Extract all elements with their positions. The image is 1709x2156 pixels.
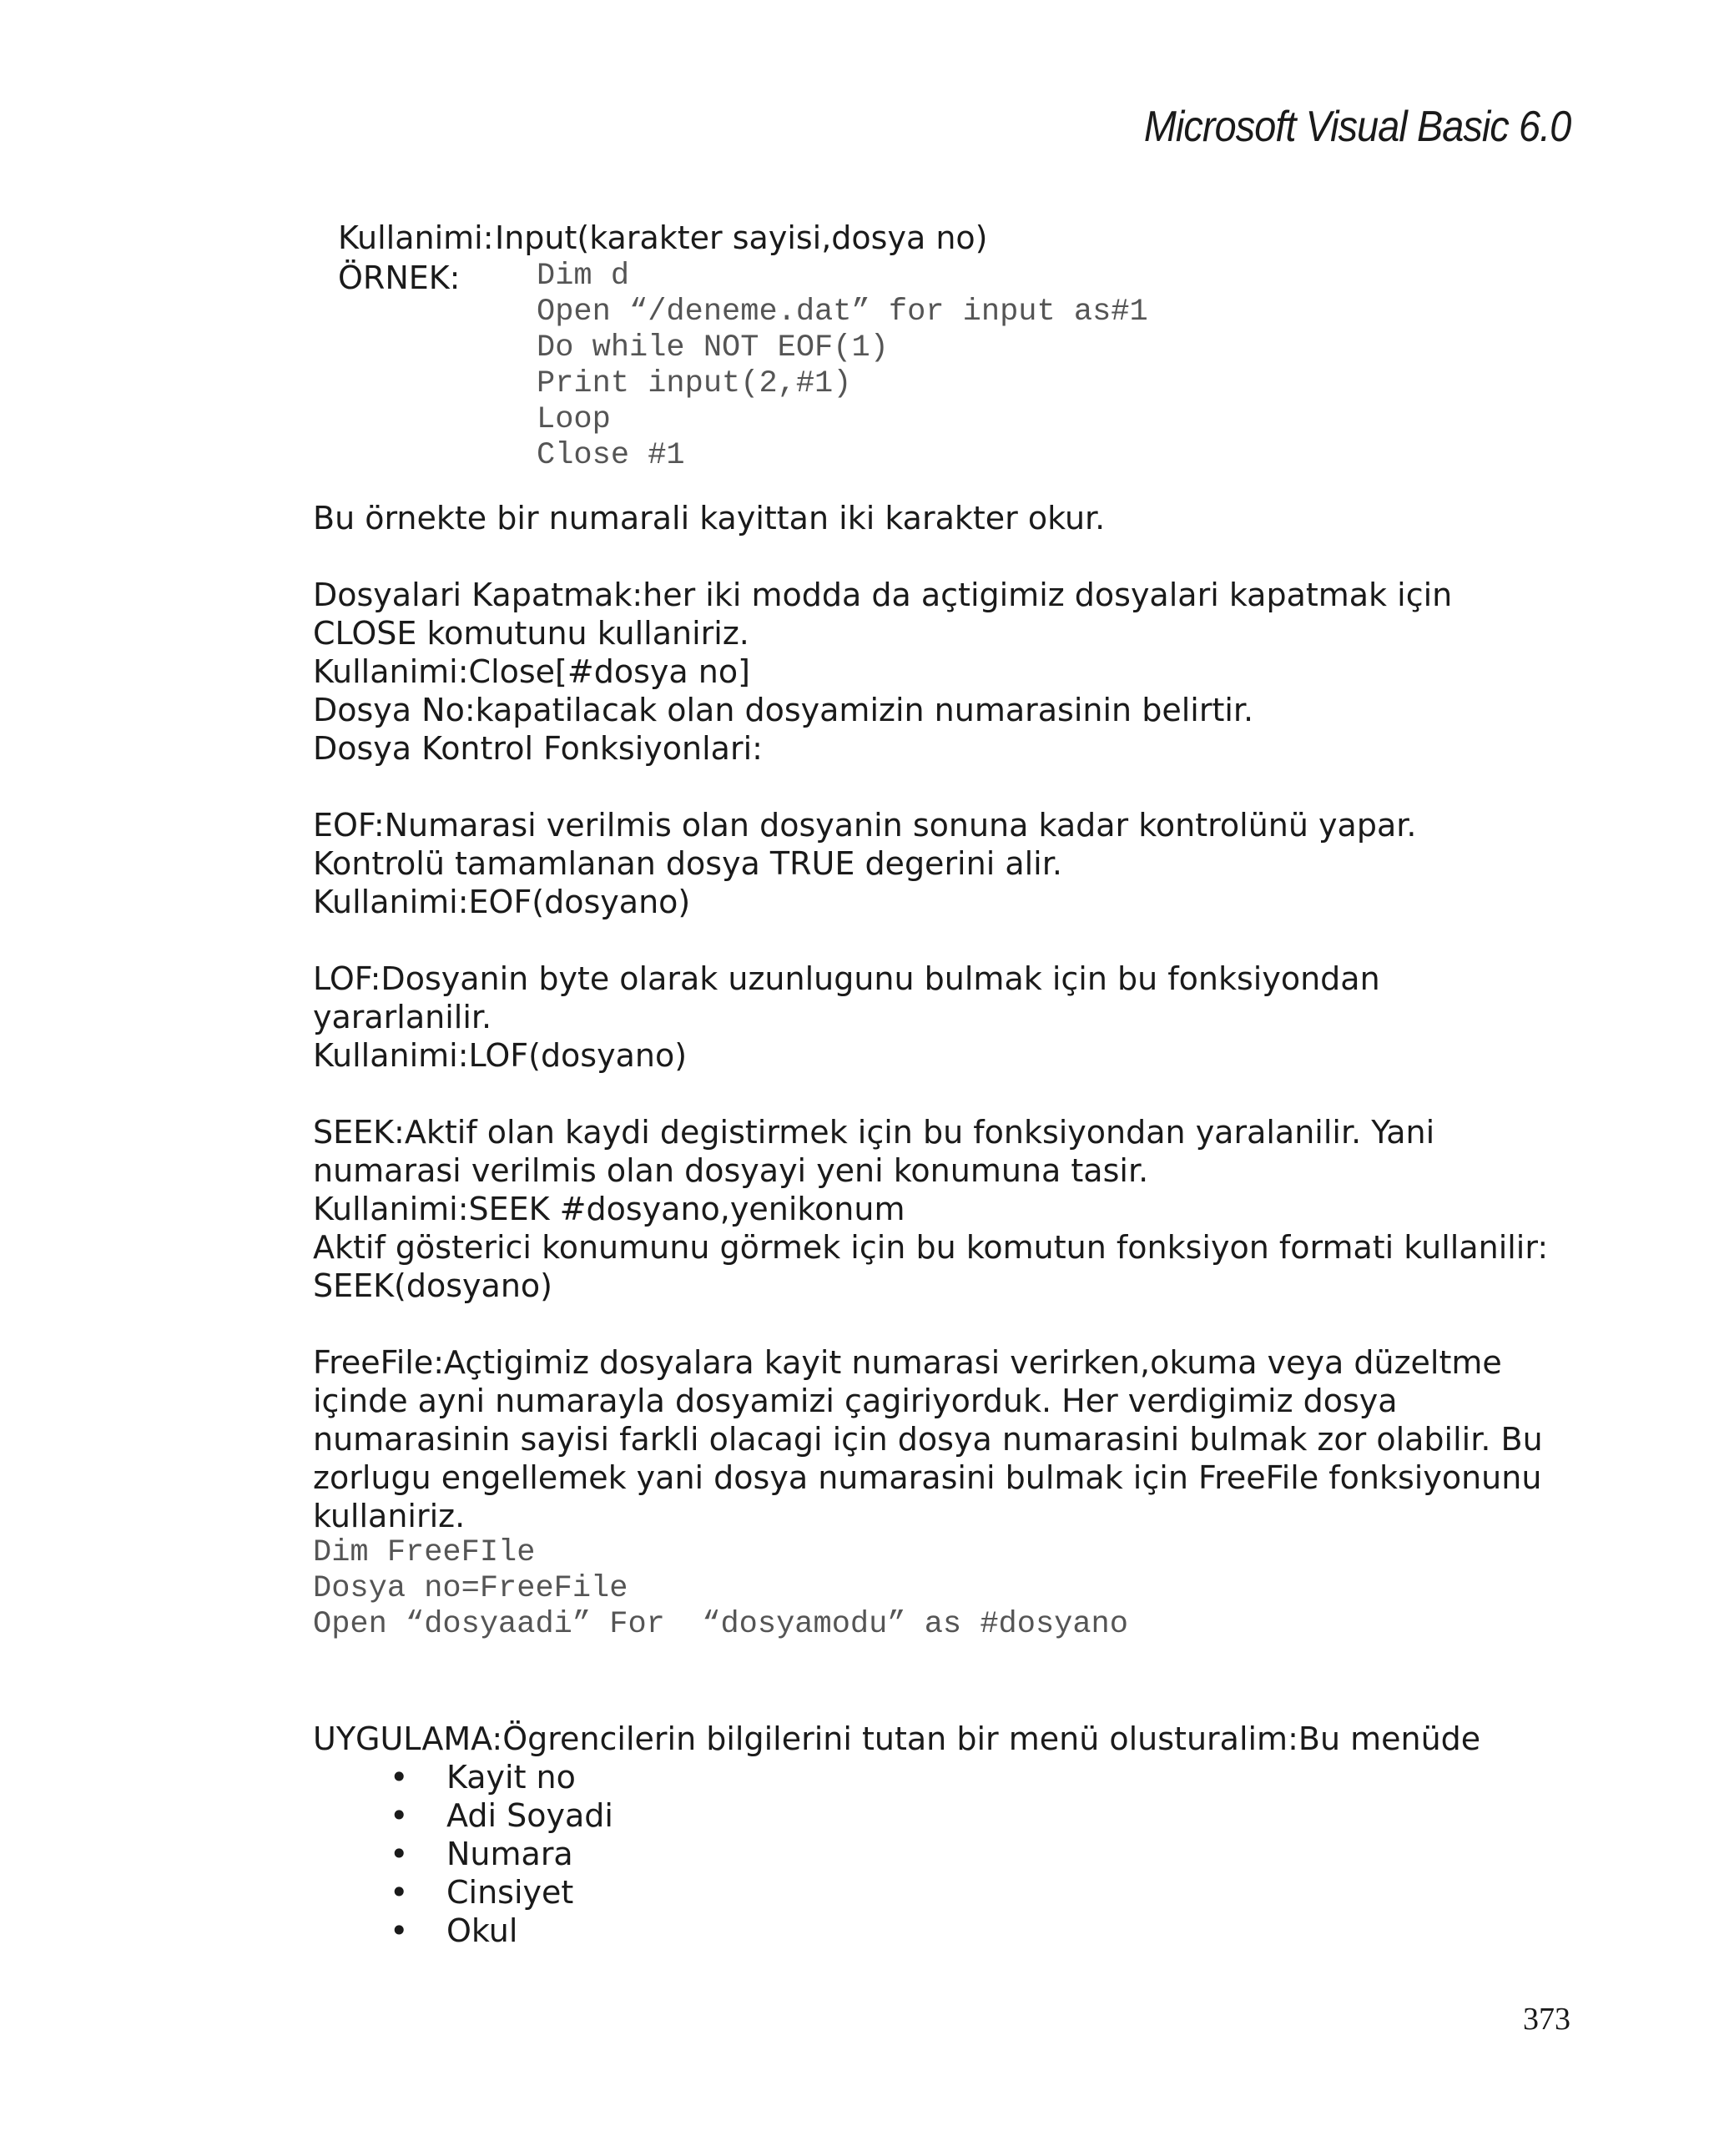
code-line: Do while NOT EOF(1) (537, 330, 889, 365)
page-header-title: Microsoft Visual Basic 6.0 (1143, 103, 1570, 151)
page-content (313, 219, 1581, 1950)
bullet-icon: • (390, 1759, 409, 1796)
eof-paragraph-line: Kontrolü tamamlanan dosya TRUE degerini alir. (313, 845, 1062, 882)
list-item (390, 1796, 1581, 1835)
list-item (390, 1835, 1581, 1873)
freefile-paragraph-line: zorlugu engellemek yani dosya numarasini bulmak için FreeFile fonksiyonunu (313, 1459, 1542, 1496)
example-label: ÖRNEK: (338, 259, 461, 296)
lof-paragraph-line: yararlanilir. (313, 999, 492, 1035)
list-item-label: Adi Soyadi (446, 1797, 613, 1834)
input-usage-line (313, 219, 1581, 257)
freefile-paragraph-line: kullaniriz. (313, 1498, 466, 1534)
lof-paragraph-line: LOF:Dosyanin byte olarak uzunlugunu bulmak için bu fonksiyondan (313, 960, 1380, 997)
seek-paragraph-line: Aktif gösterici konumunu görmek için bu komutun fonksiyon formati kullanilir: (313, 1229, 1549, 1266)
code-line: Print input(2,#1) (537, 366, 852, 401)
example-note: Bu örnekte bir numarali kayittan iki karakter okur. (313, 500, 1106, 536)
seek-paragraph-line: numarasi verilmis olan dosyayi yeni konumuna tasir. (313, 1152, 1149, 1189)
freefile-code-line: Dim FreeFIle (313, 1535, 536, 1570)
close-paragraph-line: CLOSE komutunu kullaniriz. (313, 615, 749, 652)
lof-usage: Kullanimi:LOF(dosyano) (313, 1037, 688, 1074)
close-paragraph-line: Dosyalari Kapatmak:her iki modda da açtigimiz dosyalari kapatmak için (313, 577, 1453, 613)
application-menu-list (313, 1758, 1581, 1950)
list-item (390, 1912, 1581, 1950)
seek-function-format: SEEK(dosyano) (313, 1267, 552, 1304)
usage-syntax: Input(karakter sayisi,dosya no) (495, 219, 988, 256)
application-intro: UYGULAMA:Ögrencilerin bilgilerini tutan bir menü olusturalim:Bu menüde (313, 1720, 1481, 1757)
seek-usage: Kullanimi:SEEK #dosyano,yenikonum (313, 1191, 905, 1227)
bullet-icon: • (390, 1836, 409, 1872)
freefile-paragraph-line: FreeFile:Açtigimiz dosyalara kayit numarasi verirken,okuma veya düzeltme (313, 1344, 1502, 1381)
section-heading: Dosya Kontrol Fonksiyonlari: (313, 730, 763, 767)
usage-label: Kullanimi: (338, 219, 494, 256)
list-item-label: Okul (446, 1912, 518, 1949)
freefile-paragraph-line: içinde ayni numarayla dosyamizi çagiriyorduk. Her verdigimiz dosya (313, 1383, 1398, 1419)
list-item (390, 1758, 1581, 1796)
example-section (313, 259, 1581, 474)
list-item-label: Kayit no (446, 1759, 576, 1796)
list-item-label: Cinsiyet (446, 1874, 574, 1911)
bullet-icon: • (390, 1912, 409, 1949)
close-param-desc: Dosya No:kapatilacak olan dosyamizin numarasinin belirtir. (313, 692, 1254, 728)
freefile-code-line: Dosya no=FreeFile (313, 1571, 628, 1606)
close-usage: Kullanimi:Close[#dosya no] (313, 653, 750, 690)
code-line: Open “/deneme.dat” for input as#1 (537, 295, 1148, 330)
page-number: 373 (1523, 2002, 1570, 2037)
eof-paragraph-line: EOF:Numarasi verilmis olan dosyanin sonuna kadar kontrolünü yapar. (313, 807, 1417, 844)
bullet-icon: • (390, 1874, 409, 1911)
bullet-icon: • (390, 1797, 409, 1834)
list-item-label: Numara (446, 1836, 573, 1872)
seek-paragraph-line: SEEK:Aktif olan kaydi degistirmek için bu fonksiyondan yaralanilir. Yani (313, 1114, 1435, 1151)
list-item (390, 1873, 1581, 1912)
code-line: Loop (537, 402, 611, 437)
freefile-paragraph-line: numarasinin sayisi farkli olacagi için dosya numarasini bulmak zor olabilir. Bu (313, 1421, 1543, 1458)
freefile-code-line: Open “dosyaadi” For “dosyamodu” as #dosyano (313, 1607, 1128, 1642)
code-line: Dim d (537, 259, 630, 294)
code-line: Close #1 (537, 438, 685, 473)
example-code-block (537, 259, 1148, 474)
eof-usage: Kullanimi:EOF(dosyano) (313, 884, 691, 920)
